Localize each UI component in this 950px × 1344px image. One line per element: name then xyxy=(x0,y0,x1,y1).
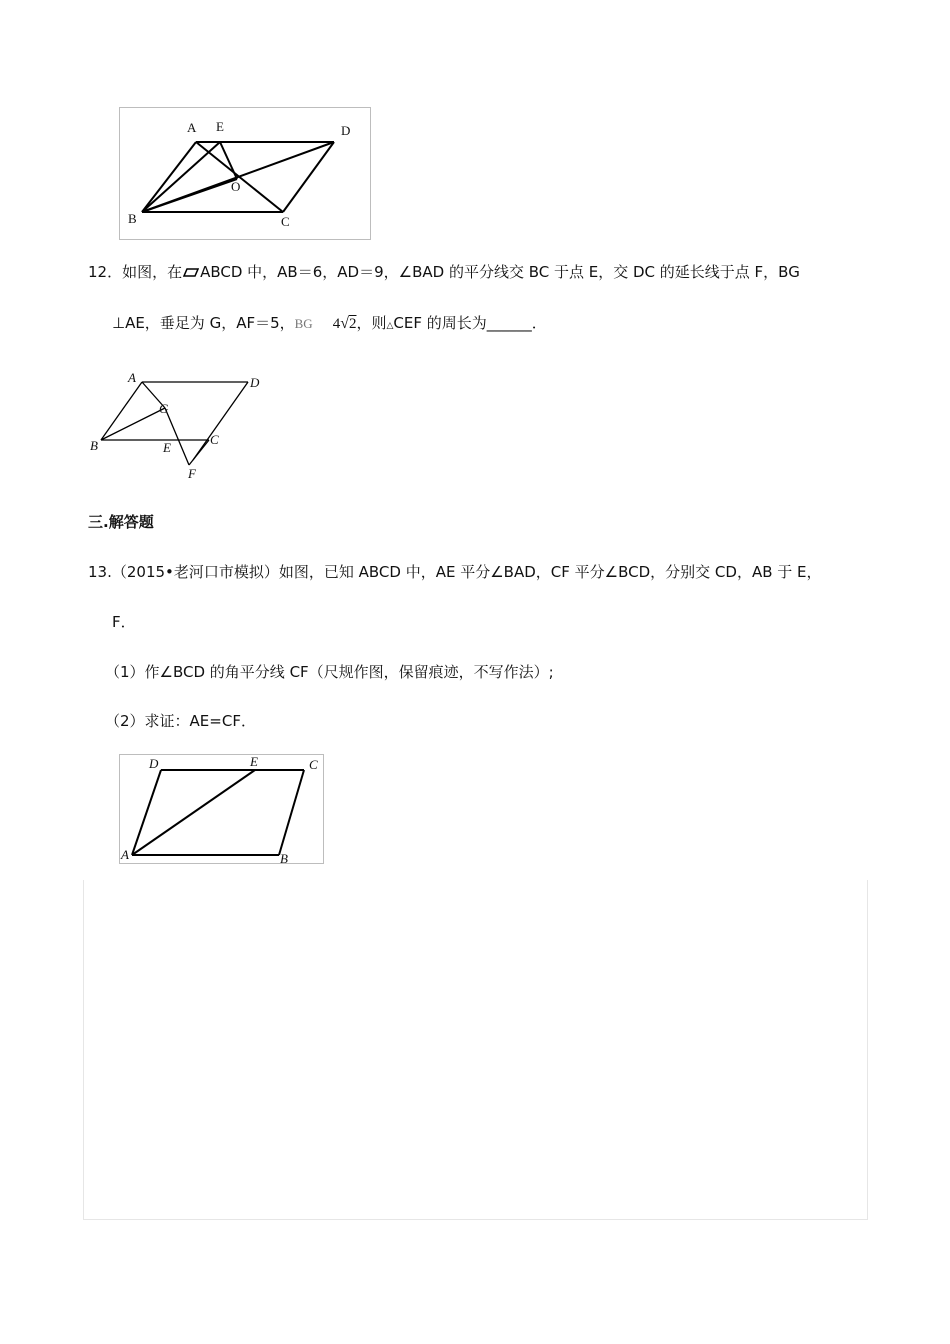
q12-statement: ABCD 中，AB＝6，AD＝9，∠BAD 的平分线交 BC 于点 E，交 DC 的延长线于点 F，BG xyxy=(200,263,800,281)
label-o: O xyxy=(231,179,241,194)
question-13-line-1: 13.（2015•老河口市模拟）如图，已知 ABCD 中，AE 平分∠BAD，CF 平分∠BCD，分别交 CD，AB 于 E， xyxy=(88,563,822,581)
q12-prefix: 12．如图，在 xyxy=(88,263,183,281)
label-b: B xyxy=(280,851,288,866)
label-f: F xyxy=(188,466,196,481)
label-g: G xyxy=(159,401,169,416)
label-d: D xyxy=(149,756,159,771)
label-e: E xyxy=(250,754,258,769)
figure-parallelogram-abcd-diagonals xyxy=(119,107,371,240)
label-b: B xyxy=(90,438,98,453)
q12-line2-a: ⊥AE，垂足为 G，AF＝5， xyxy=(112,314,295,332)
question-12-line-1 xyxy=(88,262,800,282)
section-title: 三.解答题 xyxy=(88,513,154,531)
triangle-icon: △ xyxy=(386,321,394,331)
label-b: B xyxy=(128,211,137,226)
q12-line2-b: ，则 xyxy=(356,314,387,332)
label-c: C xyxy=(210,432,219,447)
parallelogram-icon xyxy=(183,268,199,277)
label-d: D xyxy=(250,375,260,390)
question-13-line-2: F． xyxy=(112,613,136,631)
label-a: A xyxy=(187,120,197,135)
label-c: C xyxy=(281,214,290,229)
question-12-line-2 xyxy=(112,313,547,336)
question-13-part-1: （1）作∠BCD 的角平分线 CF（尺规作图，保留痕迹，不写作法）; xyxy=(105,663,554,681)
label-a: A xyxy=(128,370,136,385)
figure-parallelogram-bisector xyxy=(86,370,266,482)
sqrt-icon: √ xyxy=(340,315,349,332)
bg-label: BG xyxy=(294,316,313,331)
bg-value: 4√2 xyxy=(332,315,357,332)
label-e: E xyxy=(163,440,171,455)
label-e: E xyxy=(216,119,224,134)
label-c: C xyxy=(309,757,318,772)
figure-parallelogram-ae xyxy=(119,754,324,864)
answer-area[interactable] xyxy=(83,880,868,1220)
label-d: D xyxy=(341,123,351,138)
label-a: A xyxy=(121,847,129,862)
q12-line2-c: CEF 的周长为______． xyxy=(393,314,547,332)
question-13-part-2: （2）求证：AE=CF． xyxy=(105,712,256,730)
